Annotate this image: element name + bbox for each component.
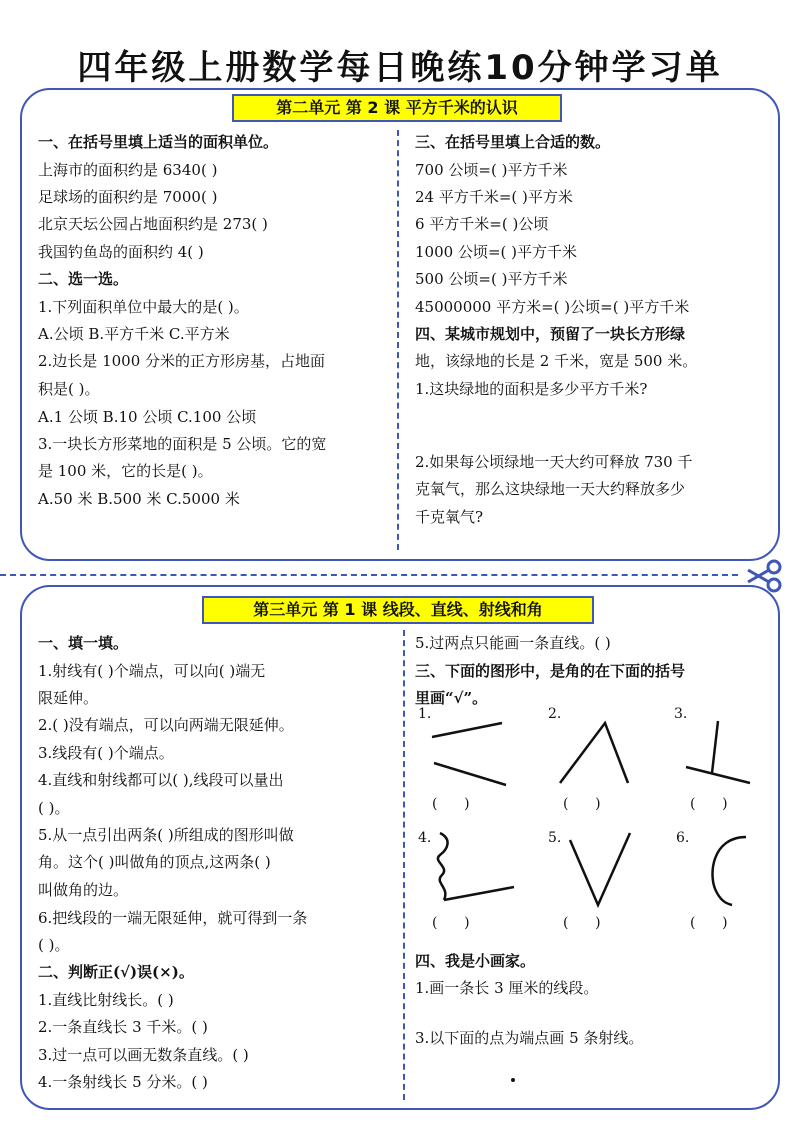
- question-line: 2.( )没有端点，可以向两端无限延伸。: [38, 716, 294, 734]
- question-line: 北京天坛公园占地面积约是 273( ): [38, 215, 268, 233]
- question-heading: 二、选一选。: [38, 270, 129, 288]
- question-line: 是 100 米，它的长是( )。: [38, 462, 213, 480]
- question-line: 6 平方千米=( )公顷: [415, 215, 549, 233]
- question-line: 3.线段有( )个端点。: [38, 744, 174, 762]
- question-line: 45000000 平方米=( )公顷=( )平方千米: [415, 298, 690, 316]
- figure-2-angle: [560, 723, 628, 783]
- question-line: 2.边长是 1000 分米的正方形房基，占地面: [38, 352, 326, 370]
- question-line: 5.从一点引出两条( )所组成的图形叫做: [38, 826, 294, 844]
- question-line: 24 平方千米=( )平方米: [415, 188, 573, 206]
- question-line: 地，该绿地的长是 2 千米，宽是 500 米。: [415, 352, 698, 370]
- figure-label: 4.: [418, 830, 432, 846]
- answer-options: A.1 公顷 B.10 公顷 C.100 公顷: [38, 408, 257, 426]
- question-line: 限延伸。: [38, 689, 99, 707]
- question-heading: 四、某城市规划中，预留了一块长方形绿: [415, 325, 686, 343]
- question-heading: 一、在括号里填上适当的面积单位。: [38, 133, 279, 151]
- question-line: 3.以下面的点为端点画 5 条射线。: [415, 1029, 644, 1047]
- lesson-banner-unit2: 第二单元 第 2 课 平方千米的认识: [232, 94, 562, 122]
- cut-line: [0, 574, 738, 576]
- figure-label: 6.: [676, 830, 690, 846]
- page-title: 四年级上册数学每日晚练10分钟学习单: [77, 48, 723, 88]
- question-line: 上海市的面积约是 6340( ): [38, 161, 218, 179]
- column-divider: [403, 630, 405, 1100]
- figure-answer-paren[interactable]: ( ): [563, 796, 601, 812]
- question-heading: 二、判断正(√)误(×)。: [38, 963, 194, 981]
- figure-1-line-b: [434, 763, 506, 785]
- figure-5-angle: [570, 833, 630, 905]
- figure-3-line-b: [686, 767, 750, 783]
- question-line: 6.把线段的一端无限延伸，就可得到一条: [38, 909, 308, 927]
- angle-figures: [420, 715, 800, 915]
- question-line: 千克氧气?: [415, 508, 484, 526]
- figure-4-curve: [438, 833, 448, 900]
- question-line: 3.过一点可以画无数条直线。( ): [38, 1046, 249, 1064]
- figure-1-line-a: [432, 723, 502, 737]
- figure-label: 5.: [548, 830, 562, 846]
- question-line: 1.射线有( )个端点，可以向( )端无: [38, 662, 266, 680]
- ray-start-point: [511, 1078, 515, 1082]
- question-line: 积是( )。: [38, 380, 100, 398]
- figure-answer-paren[interactable]: ( ): [563, 915, 601, 931]
- question-line: 4.直线和射线都可以( ),线段可以量出: [38, 771, 284, 789]
- figure-3-line-a: [712, 721, 718, 773]
- question-line: 角。这个( )叫做角的顶点,这两条( ): [38, 853, 271, 871]
- question-heading: 里画“√”。: [415, 689, 488, 707]
- answer-options: A.公顷 B.平方千米 C.平方米: [38, 325, 230, 343]
- question-line: 4.一条射线长 5 分米。( ): [38, 1073, 208, 1091]
- figure-answer-paren[interactable]: ( ): [690, 796, 728, 812]
- column-divider: [397, 130, 399, 550]
- question-line: 我国钓鱼岛的面积约 4( ): [38, 243, 204, 261]
- question-line: 足球场的面积约是 7000( ): [38, 188, 218, 206]
- question-line: 2.一条直线长 3 千米。( ): [38, 1018, 208, 1036]
- question-heading: 三、在括号里填上合适的数。: [415, 133, 611, 151]
- question-line: ( )。: [38, 936, 70, 954]
- question-line: 1000 公顷=( )平方千米: [415, 243, 577, 261]
- question-line: 1.这块绿地的面积是多少平方千米?: [415, 380, 648, 398]
- question-line: 2.如果每公顷绿地一天大约可释放 730 千: [415, 453, 693, 471]
- figure-label: 1.: [418, 706, 432, 722]
- figure-label: 2.: [548, 706, 562, 722]
- question-heading: 四、我是小画家。: [415, 952, 536, 970]
- lesson-banner-unit3: 第三单元 第 1 课 线段、直线、射线和角: [202, 596, 594, 624]
- question-line: 1.下列面积单位中最大的是( )。: [38, 298, 249, 316]
- figure-label: 3.: [674, 706, 688, 722]
- question-line: 克氧气，那么这块绿地一天大约释放多少: [415, 480, 686, 498]
- question-line: 1.画一条长 3 厘米的线段。: [415, 979, 599, 997]
- question-heading: 一、填一填。: [38, 634, 129, 652]
- figure-answer-paren[interactable]: ( ): [432, 915, 470, 931]
- question-line: ( )。: [38, 799, 70, 817]
- answer-options: A.50 米 B.500 米 C.5000 米: [38, 490, 240, 508]
- question-line: 3.一块长方形菜地的面积是 5 公顷。它的宽: [38, 435, 327, 453]
- figure-answer-paren[interactable]: ( ): [432, 796, 470, 812]
- figure-4-line: [444, 887, 514, 900]
- question-line: 1.直线比射线长。( ): [38, 991, 174, 1009]
- figure-6-arc: [712, 837, 746, 905]
- question-line: 700 公顷=( )平方千米: [415, 161, 568, 179]
- figure-answer-paren[interactable]: ( ): [690, 915, 728, 931]
- question-line: 5.过两点只能画一条直线。( ): [415, 634, 611, 652]
- question-line: 叫做角的边。: [38, 881, 129, 899]
- question-heading: 三、下面的图形中，是角的在下面的括号: [415, 662, 686, 680]
- question-line: 500 公顷=( )平方千米: [415, 270, 568, 288]
